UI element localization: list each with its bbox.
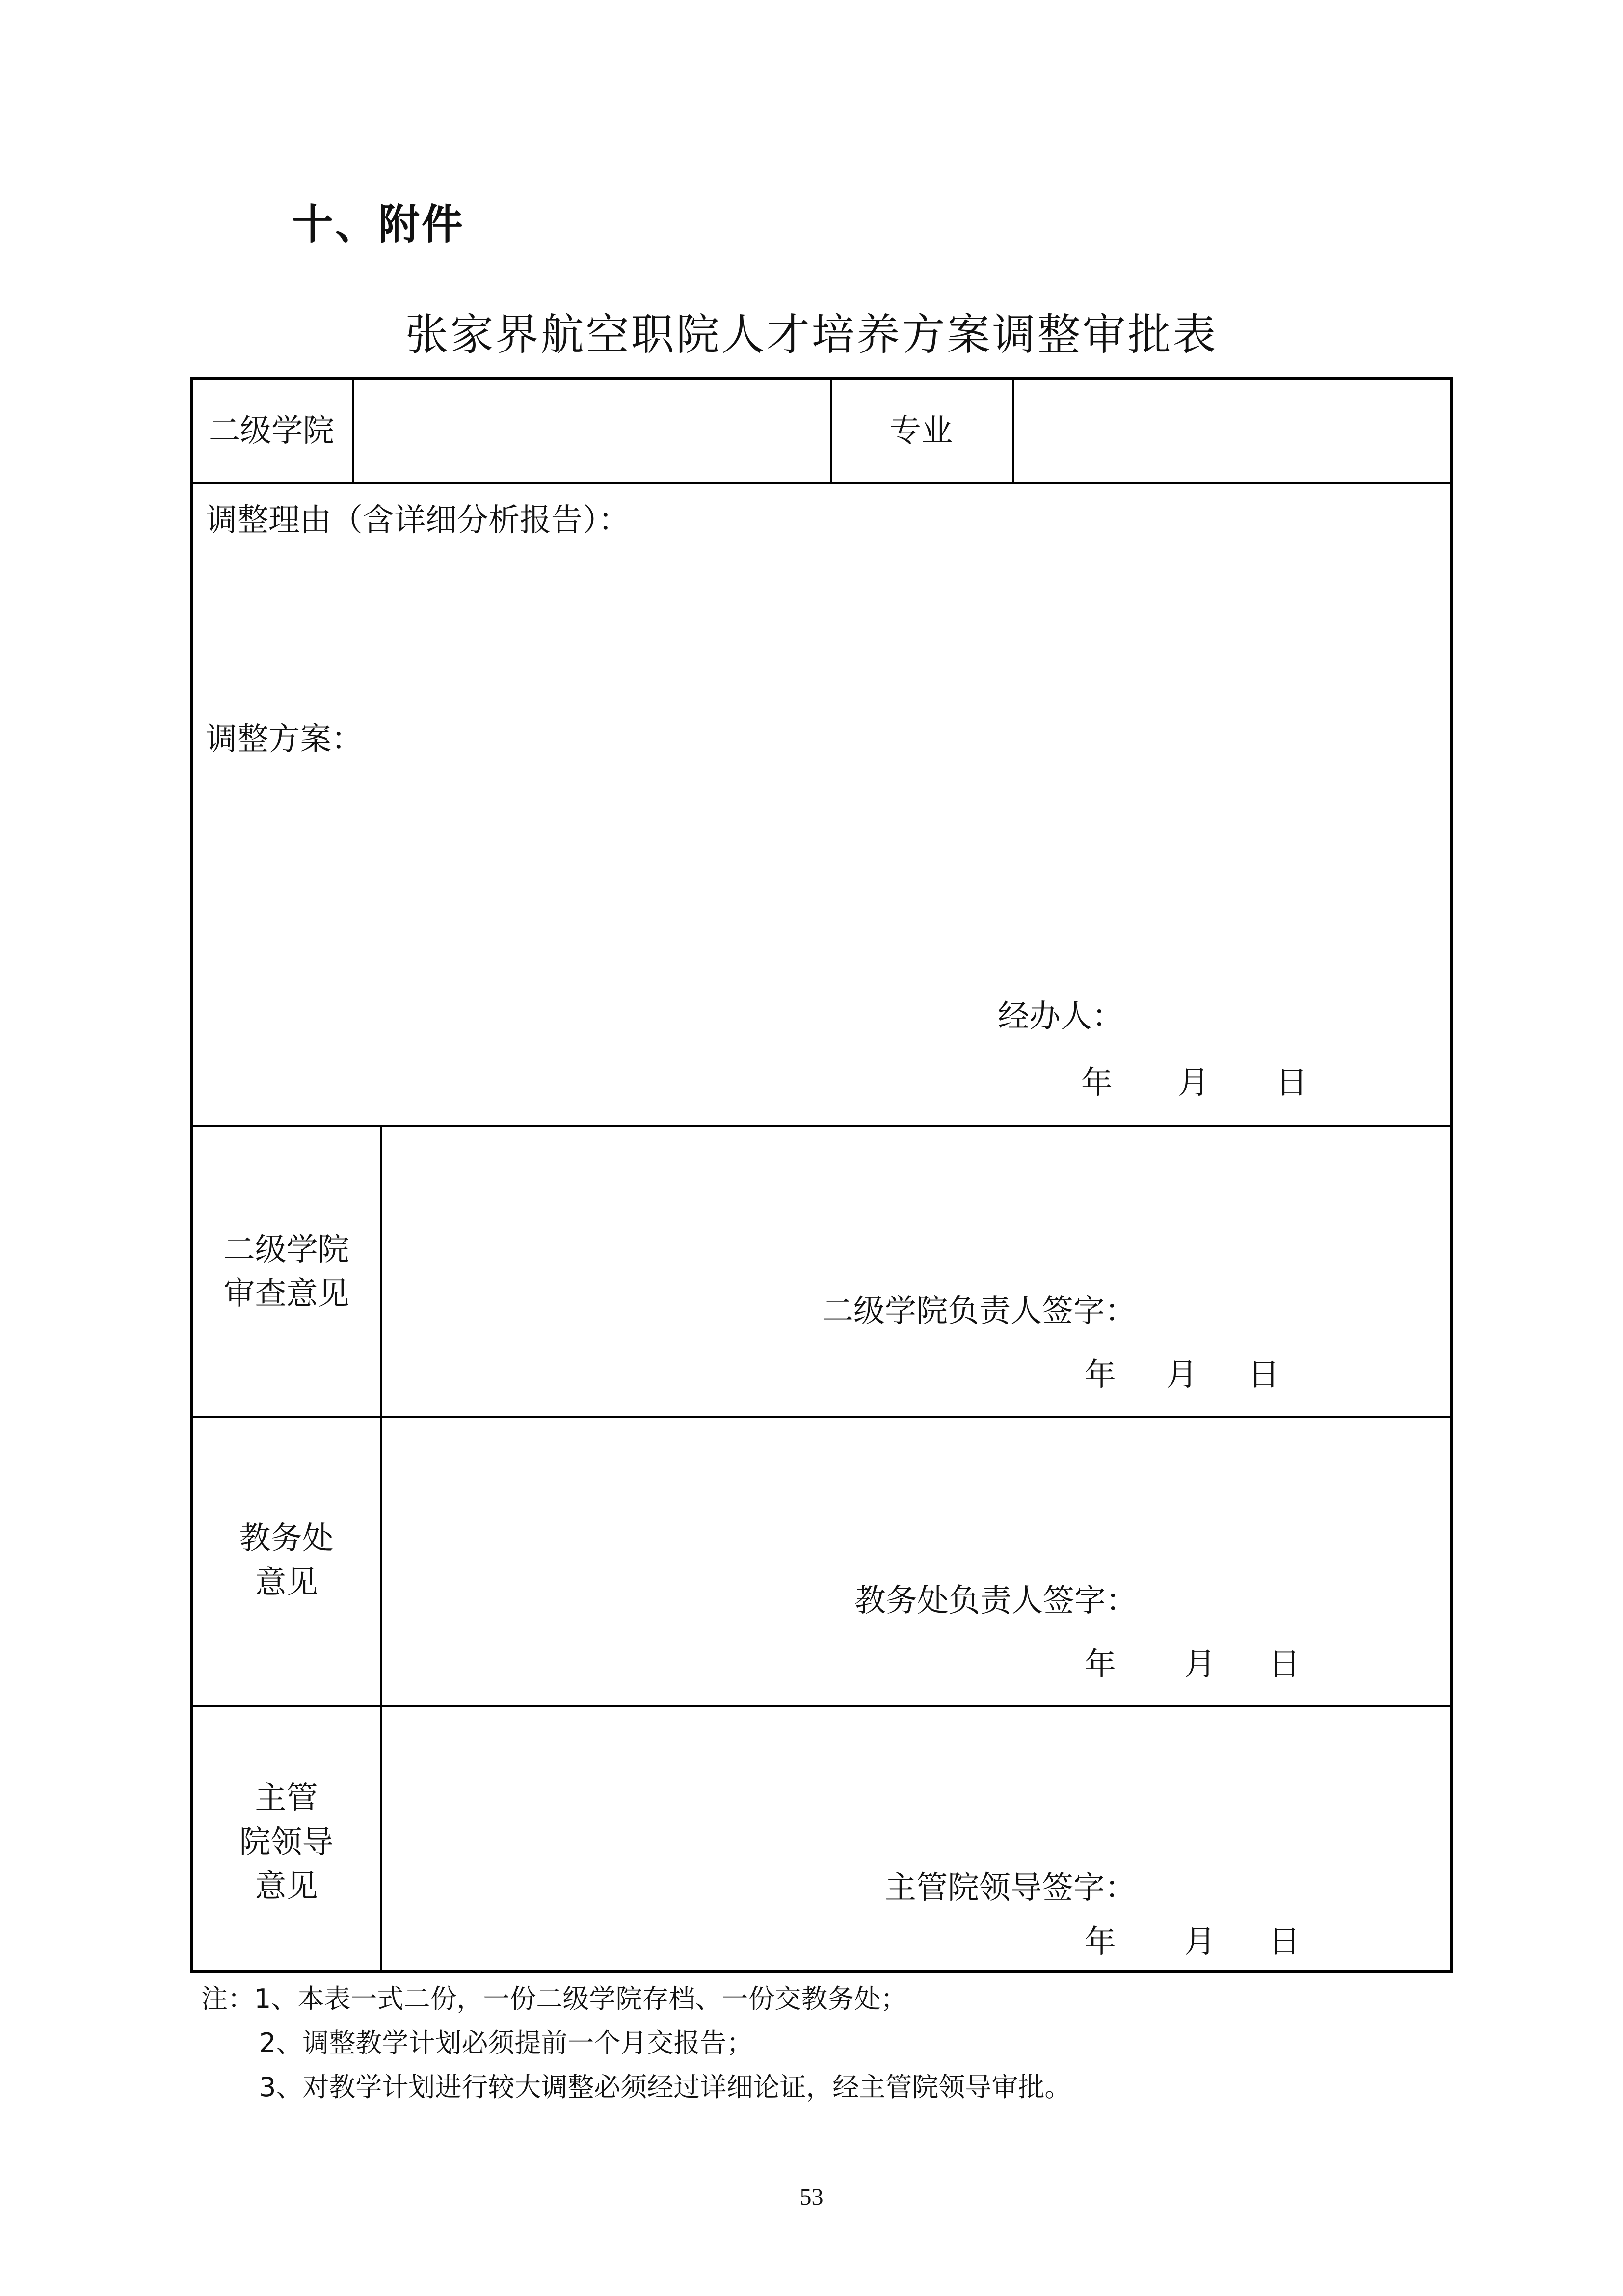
- plan-field[interactable]: [203, 768, 1439, 984]
- handler-date-day: 日: [1276, 1065, 1307, 1101]
- academic-affairs-date-year: 年: [1085, 1647, 1116, 1683]
- row-divider-header: [193, 482, 1450, 484]
- college-review-date-year: 年: [1085, 1357, 1116, 1393]
- approval-form-table: [190, 377, 1453, 1973]
- note-line-1: 注：1、本表一式二份，一份二级学院存档、一份交教务处；: [201, 1983, 907, 2014]
- academic-affairs-date-month: 月: [1184, 1647, 1216, 1683]
- major-field[interactable]: [1014, 380, 1450, 482]
- academic-affairs-label-line2: 意见: [255, 1565, 318, 1601]
- handler-date-month: 月: [1178, 1065, 1209, 1101]
- reason-label: 调整理由（含详细分析报告）：: [206, 502, 630, 539]
- note-line-3: 3、对教学计划进行较大调整必须经过详细论证，经主管院领导审批。: [259, 2072, 1071, 2103]
- page-number: 53: [799, 2184, 824, 2210]
- college-review-field[interactable]: [389, 1136, 1439, 1411]
- college-review-signature-label: 二级学院负责人签字：: [822, 1293, 1136, 1329]
- leadership-signature-label: 主管院领导签字：: [885, 1870, 1136, 1906]
- col-divider-2: [830, 380, 832, 482]
- handler-date-year: 年: [1081, 1065, 1113, 1101]
- college-review-date-day: 日: [1248, 1357, 1279, 1393]
- college-review-date-month: 月: [1166, 1357, 1197, 1393]
- leadership-label-line2: 院领导: [239, 1824, 334, 1861]
- form-title: 张家界航空职院人才培养方案调整审批表: [405, 309, 1218, 360]
- academic-affairs-date-day: 日: [1269, 1647, 1300, 1683]
- label-column-divider: [380, 1125, 382, 1970]
- leadership-date-year: 年: [1085, 1924, 1116, 1960]
- handler-label: 经办人：: [998, 999, 1123, 1035]
- academic-affairs-signature-label: 教务处负责人签字：: [854, 1583, 1137, 1619]
- college-field[interactable]: [354, 380, 830, 482]
- major-label: 专业: [890, 413, 953, 449]
- note-line-2: 2、调整教学计划必须提前一个月交报告；: [259, 2027, 753, 2058]
- plan-label: 调整方案：: [206, 721, 363, 757]
- college-review-label-line1: 二级学院: [223, 1232, 349, 1268]
- reason-field[interactable]: [203, 547, 1439, 694]
- college-label: 二级学院: [209, 413, 334, 449]
- college-review-label-line2: 审查意见: [223, 1276, 349, 1312]
- section-heading: 十、附件: [292, 200, 465, 248]
- leadership-date-day: 日: [1269, 1924, 1300, 1960]
- academic-affairs-label-line1: 教务处: [239, 1520, 334, 1557]
- leadership-label-line3: 意见: [255, 1868, 318, 1905]
- leadership-label-line1: 主管: [255, 1780, 318, 1816]
- leadership-date-month: 月: [1184, 1924, 1216, 1960]
